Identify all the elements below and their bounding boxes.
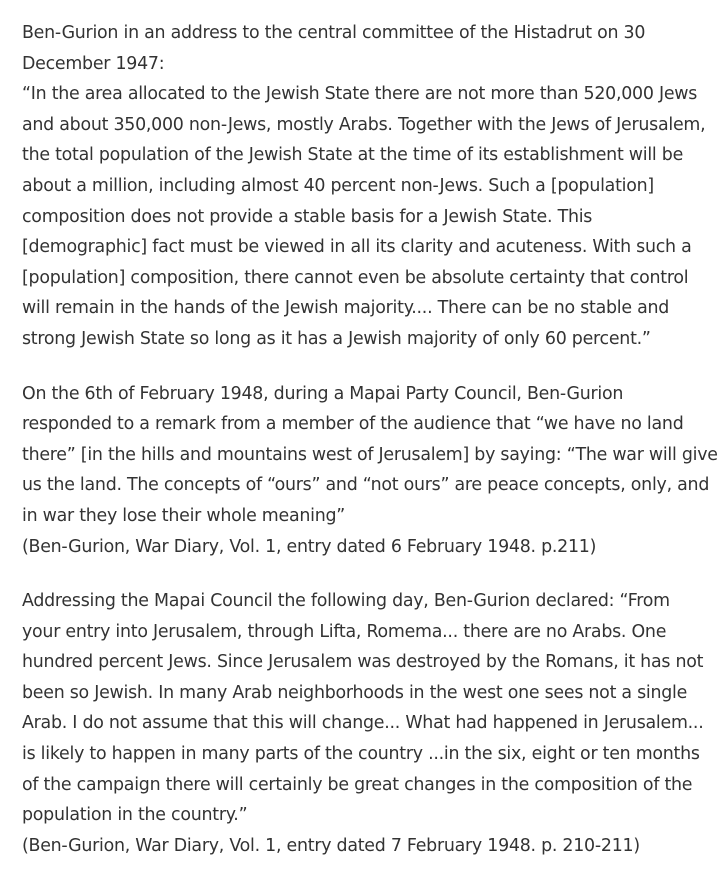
text-line: On the 6th of February 1948, during a Mapai Party Council, Ben-Gurion (22, 383, 624, 404)
text-line: your entry into Jerusalem, through Lifta, Romema... there are no Arabs. One (22, 621, 667, 642)
text-line: of the campaign there will certainly be great changes in the composition of the (22, 774, 693, 795)
text-line: responded to a remark from a member of the audience that “we have no land (22, 414, 684, 435)
text-line: Arab. I do not assume that this will change... What had happened in Jerusalem... (22, 713, 704, 734)
text-line: about a million, including almost 40 percent non-Jews. Such a [population] (22, 175, 654, 196)
text-line: Addressing the Mapai Council the following day, Ben-Gurion declared: “From (22, 591, 670, 612)
text-line: [demographic] fact must be viewed in all its clarity and acuteness. With such a (22, 237, 692, 258)
paragraph-histadrut-address (22, 18, 706, 355)
text-line: [population] composition, there cannot even be absolute certainty that control (22, 267, 689, 288)
text-line: will remain in the hands of the Jewish majority.... There can be no stable and (22, 298, 670, 319)
text-line: Ben-Gurion in an address to the central committee of the Histadrut on 30 (22, 23, 646, 43)
text-line: strong Jewish State so long as it has a Jewish majority of only 60 percent.” (22, 328, 651, 349)
text-line: December 1947: (22, 53, 165, 74)
citation-line: (Ben-Gurion, War Diary, Vol. 1, entry dated 7 February 1948. p. 210-211) (22, 835, 640, 856)
text-line: the total population of the Jewish State at the time of its establishment will be (22, 145, 684, 166)
paragraph-mapai-council-6-feb (22, 379, 718, 563)
text-line: in war they lose their whole meaning” (22, 505, 346, 526)
text-line: us the land. The concepts of “ours” and “not ours” are peace concepts, only, and (22, 475, 710, 496)
text-line: population in the country.” (22, 805, 248, 826)
text-line: composition does not provide a stable basis for a Jewish State. This (22, 206, 593, 227)
citation-line: (Ben-Gurion, War Diary, Vol. 1, entry dated 6 February 1948. p.211) (22, 536, 597, 557)
text-line: “In the area allocated to the Jewish State there are not more than 520,000 Jews (22, 84, 698, 105)
text-line: hundred percent Jews. Since Jerusalem was destroyed by the Romans, it has not (22, 652, 704, 673)
paragraph-mapai-council-7-feb (22, 586, 702, 861)
text-line: is likely to happen in many parts of the country ...in the six, eight or ten months (22, 744, 700, 765)
text-line: and about 350,000 non-Jews, mostly Arabs. Together with the Jews of Jerusalem, (22, 114, 706, 135)
text-line: been so Jewish. In many Arab neighborhoods in the west one sees not a single (22, 682, 688, 703)
text-line: there” [in the hills and mountains west of Jerusalem] by saying: “The war will give (22, 444, 718, 465)
